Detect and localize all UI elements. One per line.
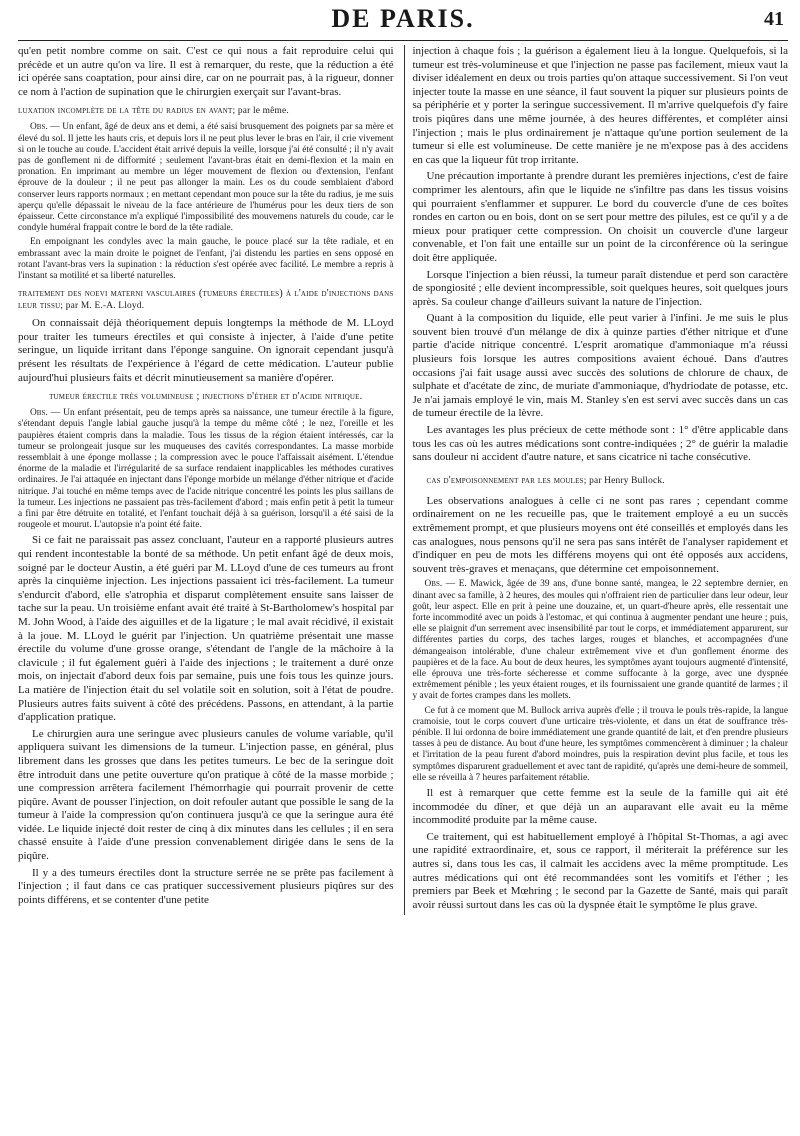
page-number: 41 — [764, 8, 784, 30]
heading-title: tumeur érectile très volumineuse ; injections d'éther et d'acide nitrique. — [49, 391, 363, 403]
paragraph: Le chirurgien aura une seringue avec plusieurs canules de volume variable, qu'il appliquera suivant les dimensions de la tumeur. L'injection passe, en général, plus librement dans les grosses que dans les petites tumeurs. Le bec de la seringue doit être introduit dans une petite ouverture qu'on pratique à côté de la masse morbide ; une compression arrêtera facilement l'hémorrhagie qui pourrait provenir de cette piqûre. Avant de pousser l'injection, on doit refouler autant que possible le sang de la tumeur à l'aide la compression qu'on continuera jusqu'à ce que la seringue aura été vidée. Le liquide injecté doit rester de cinq à dix minutes dans les cellules ; il en sera chassé ensuite à l'aide d'une pression convenablement dirigée dans le sens de la piqûre. — [18, 727, 394, 863]
article-heading — [18, 105, 394, 117]
heading-author: ; par Henry Bullock. — [583, 475, 665, 486]
paragraph: On connaissait déjà théoriquement depuis longtemps la méthode de M. LLoyd pour traiter les tumeurs érectiles et qui consiste à injecter, à l'aide d'une petite seringue, un liquide irritant dans l'éponge sanguine. On ignorait cependant jusqu'à présent les résultats de l'expérience à l'égard de cette médication. L'auteur publie aujourd'hui plusieurs faits et décrit minutieusement sa manière d'opérer. — [18, 317, 394, 384]
paragraph: Il est à remarquer que cette femme est la seule de la famille qui ait été incommodée du dîner, et que déjà un an auparavant elle avait eu la même incommodité produite par la même cause. — [412, 787, 788, 827]
obs-text: Un enfant présentait, peu de temps après sa naissance, une tumeur érectile à la figure, s'étendant depuis l'angle labial gauche jusqu'à la tempe du même côté ; le nez, l'oreille et les paupières étaient compris dans la maladie. Tous les tissus de la région étaient intéressés, car la tumeur se prolongeait jusque sur les muqueuses des cavités correspondantes. La masse morbide ressemblait à une éponge mollasse ; la compression avec le pouce l'affaissait aisément. L'étendue énorme de la maladie et l'irrégularité de sa surface rendaient inapplicables les méthodes curatives ordinaires. Je l'ai attaquée en injectant dans l'éponge morbide un mélange d'éther nitrique et d'acide nitrique. J'ai touché en même temps avec de l'acide nitrique concentré les points les plus saillans de la tumeur. Les injections ne passaient pas très-facilement d'abord ; mais enfin petit à petit la tumeur a fini par être détruite en totalité, et l'enfant touchait déjà à sa guérison, lorsqu'il a été saisi de la rougeole et mourut. L'autopsie n'a point été faite. — [18, 408, 394, 531]
paragraph: Lorsque l'injection a bien réussi, la tumeur paraît distendue et perd son caractère de spongiosité ; elle devient incompressible, soit quelques heures, soit quelques jours après. Sa couleur change d'ailleurs suivant la nature de l'injection. — [412, 268, 788, 308]
article-heading — [413, 475, 789, 487]
right-column — [404, 45, 789, 915]
heading-title: luxation incomplète de la tête du radius en avant — [18, 105, 233, 117]
obs-lead: Obs. — — [424, 579, 456, 590]
heading-author: ; par le même. — [232, 106, 289, 117]
paragraph: Les observations analogues à celle ci ne sont pas rares ; cependant comme ordinairement on ne les recueille pas, que le traitement employé a eu un succès extrêmement prompt, et que plusieurs moyens ont été conseillés et employés dans les cas analogues, nous pensons qu'il ne sera pas sans intérêt de l'analyser rapidement et d'indiquer en peu de mots les différens moyens qui ont été opposés aux accidens, souvent très-graves et menaçans, que détermine cet empoisonnement. — [412, 494, 788, 575]
left-column — [18, 45, 394, 915]
paragraph: Quant à la composition du liquide, elle peut varier à l'infini. Je me suis le plus souvent bien trouvé d'un mélange de dix à quinze parties d'éther nitrique et d'une partie d'acide nitrique concentré. L'esprit aromatique d'ammoniaque m'a réussi plusieurs fois lorsque les autres compositions avaient échoué. Dans d'autres occasions j'ai fait usage aussi avec succès des solutions de chlorure de chaux, de sulphate et d'acétate de zinc, de muriate d'ammoniaque, d'hydriodate de potasse, etc. Je n'ai jamais employé le vin, mais M. Stanley s'en est servi avec succès dans un cas de tumeur érectile de la lèvre. — [412, 312, 788, 420]
observation — [18, 122, 394, 234]
observation — [413, 579, 789, 702]
observation-cont: En empoignant les condyles avec la main gauche, le pouce placé sur la tête radiale, et en embrassant avec la main droite le poignet de l'enfant, j'ai distendu les parties en sens opposé en rotant l'avant-bras vers la supination : la réduction s'est opérée avec facilité. Le membre a repris à l'instant sa motilité et sa liberté naturelles. — [18, 237, 394, 282]
running-title: DE PARIS. — [331, 4, 475, 33]
paragraph: qu'en petit nombre comme on sait. C'est ce qui nous a fait reproduire celui qui précède et un autre qu'on va lire. Il est à remarquer, du reste, que la réduction a été ici opérée sans coaptation, pour ainsi dire, car on ne pourrait pas, à la rigueur, donner ce nom à l'action de supination que le chirurgien exerçait sur l'avant-bras. — [18, 45, 394, 98]
paragraph: Ce traitement, qui est habituellement employé à l'hôpital St-Thomas, a agi avec une rapidité extraordinaire, et, sous ce rapport, il mériterait la préférence sur les autres si, dans tous les cas, il calmait les accidens avec la même promptitude. Les autres médications qui ont été recommandées sont les vomitifs et l'éther ; les premiers par Beek et Mœhring ; le second par la Gazette de Santé, mais qui paraît avoir réussi surtout dans les cas où la dyspnée était le symptôme le plus grave. — [412, 830, 788, 911]
article-heading — [18, 288, 394, 312]
paragraph: Si ce fait ne paraissait pas assez concluant, l'auteur en a rapporté plusieurs autres qui rendent incontestable la bonté de sa méthode. Un petit enfant âgé de deux mois, soigné par le docteur Austin, a été guéri par M. LLoyd d'une de ces tumeurs au front après la cinquième injection. Les injections passaient ici très-facilement. La tumeur s'endurcit d'abord, elle s'atrophia et disparut complètement ensuite sans laisser de tache sur la peau. Un troisième enfant avait été traité à St-Bartholomew's hospital par M. John Wood, à l'aide des aiguilles et de la ligature ; le mal avait récidivé, il existait à la joue. M. LLoyd le guérit par l'injection. Un quatrième présentait une masse érectile du volume d'une grosse orange, s'étendant de l'angle de la mâchoire à la clavicule ; il fut également guéri à l'aide des injections ; le traitement a duré onze mois, on injectait d'abord deux fois par semaine, puis une fois tous les quinze jours. La matière de l'injection était du sel volatile soit en solution, soit à l'état de poudre. Plusieurs autres faits suivent à côté des précédens. Passons, en attendant, à la partie d'application pratique. — [18, 534, 394, 724]
paragraph: Il y a des tumeurs érectiles dont la structure serrée ne se prête pas facilement à l'injection ; il faut dans ce cas pratiquer successivement plusieurs piqûres sur des points différens, et se contenter d'une petite — [18, 866, 394, 906]
obs-text: E. Mawick, âgée de 39 ans, d'une bonne santé, mangea, le 22 septembre dernier, en dinant avec sa famille, à 2 heures, des moules qui n'offraient rien de particulier dans leur odeur, leur goût, leur aspect. Elle en prit à peine une douzaine, et, un quart-d'heure après, elle ressentait une forte incommodité avec un poids à l'estomac, et qui continua à augmenter pendant une heure ; puis, elle se plaignit d'un serrement avec insensibilité par tout le corps, et immédiatement apparurent, sur différentes parties du corps, des taches larges, rouges et blanches, et accompagnées d'une démangeaison intolérable, d'une chaleur extrêmement vive et d'un gonflement énorme des paupières et de la face. Au bout de deux heures, les symptômes ayant toujours augmenté d'intensité, elle éprouva une très-forte sécheresse et comme suffocante à la gorge, avec une dyspnée extrêmement pénible ; les yeux étaient rouges, et ils fournissaient une grande quantité de larmes ; il y avait de fortes crampes dans les mollets. — [412, 579, 788, 702]
page-header — [18, 0, 788, 41]
case-heading — [18, 391, 394, 403]
observation-cont: Ce fut à ce moment que M. Bullock arriva auprès d'elle ; il trouva le pouls très-rapide, la langue cramoisie, tout le corps couvert d'une urticaire très-violente, et dans un état de souffrance très-pénible. Il lui ordonna de boire immédiatement une grande quantité de lait, et d'en prendre plusieurs tasses à peu de distance. Au bout d'une heure, les symptômes commencèrent à diminuer ; la chaleur et l'irritation de la peau furent d'abord moindres, puis la respiration devint plus facile, et tous les symptômes disparurent graduellement et avec tant de rapidité, qu'après une demi-heure de sommeil, elle se réveilla à 7 heures parfaitement rétablie. — [412, 705, 788, 783]
heading-author: ; par M. E.-A. Lloyd. — [60, 301, 145, 312]
obs-text: Un enfant, âgé de deux ans et demi, a été saisi brusquement des poignets par sa mère et élevé du sol. Il jette les hauts cris, et depuis lors il ne peut plus lever le bras en l'air, il crie vivement si on le touche au coude. L'accident était arrivé depuis la veille, lorsque j'ai été consulté ; il n'y avait pas de gonflement ni de difformité ; seulement l'avant-bras était en demi-flexion et la main en pronation. En imprimant au membre un léger mouvement de flexion ou d'extension, l'enfant éprouve de la douleur ; il ne peut pas allonger la main. Les os du coude semblaient d'abord conserver leurs rapports normaux ; en mettant cependant mon pouce sur la tête du radius, je me suis aperçu qu'elle dépassait le niveau de la face antérieure de l'humérus pour les deux tiers de son épaisseur. Cette circonstance m'a expliqué l'impossibilité des mouvemens naturels du coude, car le condyle huméral frappait contre le bord de la tête radiale. — [18, 122, 394, 234]
heading-title: traitement des noevi materni vasculaires (tumeurs érectiles) à l'aide d'injections dans leur tissu — [18, 288, 394, 312]
paragraph: Une précaution importante à prendre durant les premières injections, c'est de faire comprimer les alentours, afin que le liquide ne s'infiltre pas dans les tissus voisins qui pourraient s'enflammer et suppurer. Le bord du couvercle d'une de ces boîtes rondes en carton ou en bois, dont on se sert pour mettre des pilules, est ce qu'il y a de mieux pour pratiquer cette compression. On choisit un couvercle d'une largeur convenable, et l'on fait une entaille sur un point de la circonférence où la seringue doit être appliquée. — [412, 170, 788, 264]
paragraph: Les avantages les plus précieux de cette méthode sont : 1° d'être applicable dans tous les cas où les autres médications sont contre-indiquées ; 2° de guérir la maladie sans douleur ni accident d'autre nature, et sans cicatrice ni tache consécutive. — [412, 424, 788, 464]
obs-lead: Obs. — — [30, 408, 61, 419]
text-columns — [18, 45, 788, 915]
observation — [18, 408, 394, 531]
obs-lead: Obs. — — [30, 122, 60, 133]
paragraph: injection à chaque fois ; la guérison a également lieu à la longue. Quelquefois, si la tumeur est très-volumineuse et que l'injection ne passe pas facilement, mieux vaut la diviser idéalement en deux ou trois parties qu'on attaque successivement. Si l'on veut injecter toute la masse en une séance, il faut souvent la piquer sur plusieurs points de sa périphérie et y porter la seringue successivement. Il m'arrive quelquefois d'y faire trois piqûres dans une même journée, à des heures différentes, et compléter ainsi l'injection ; mais le plus ordinairement je n'attaque qu'une portion seulement de la tumeur si elle est volumineuse. De cette manière je ne m'expose pas à des accidens en cas que la liqueur fût trop irritante. — [412, 45, 788, 166]
heading-title: cas d'empoisonnement par les moules — [426, 474, 584, 486]
